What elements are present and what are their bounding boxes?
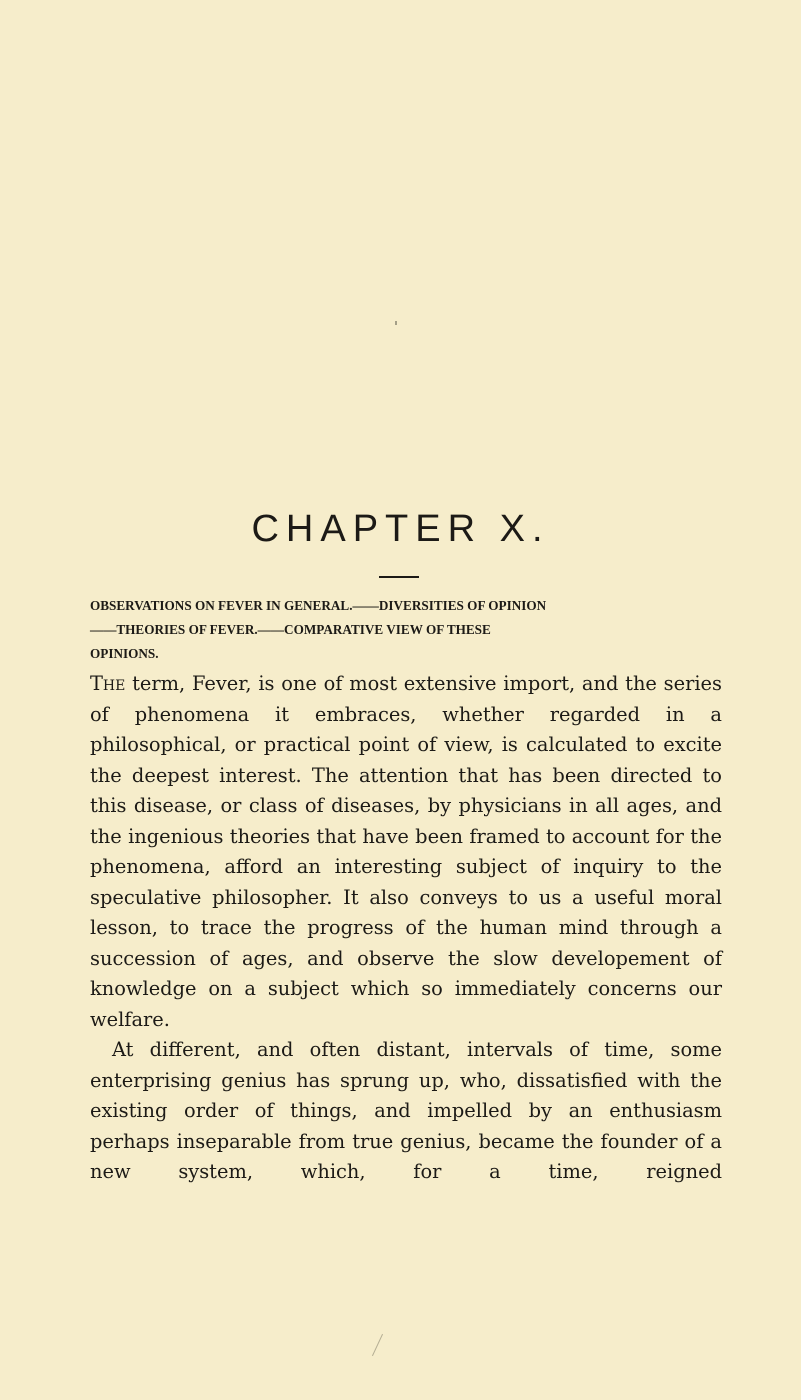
paragraph (90, 669, 722, 1035)
summary-line: OPINIONS. (90, 646, 159, 661)
summary-line: OBSERVATIONS ON FEVER IN GENERAL.——DIVERSITIES OF OPINION (90, 598, 547, 613)
chapter-title: CHAPTER X. (251, 508, 550, 550)
paragraph-text: At different, and often distant, intervals of time, some enterprising genius has sprung up, who, dissatisfied with the existing order of things, and impelled by an enthusiasm perhaps inseparable from true genius, became the founder of a new system, which, for a time, reigned (90, 1038, 722, 1183)
chapter-body (90, 669, 722, 1188)
paragraph-text: term, Fever, is one of most extensive import, and the series of phenomena it embraces, whether regarded in a philosophical, or practical point of view, is calculated to excite the deepest interest. The attention that has been directed to this disease, or class of diseases, by physicians in all ages, and the ingenious theories that have been framed to account for the phenomena, afford an interesting subject of inquiry to the speculative philosopher. It also conveys to us a useful moral lesson, to trace the progress of the human mind through a succession of ages, and observe the slow developement of knowledge on a subject which so immediately concerns our welfare. (90, 672, 722, 1031)
paper-blemish (372, 1334, 383, 1356)
summary-line: ——THEORIES OF FEVER.——COMPARATIVE VIEW OF THESE (90, 622, 491, 637)
paragraph (90, 1035, 722, 1188)
chapter-summary (90, 594, 718, 666)
lead-word: The (90, 672, 126, 695)
title-rule (379, 576, 419, 578)
paper-blemish (395, 321, 397, 325)
